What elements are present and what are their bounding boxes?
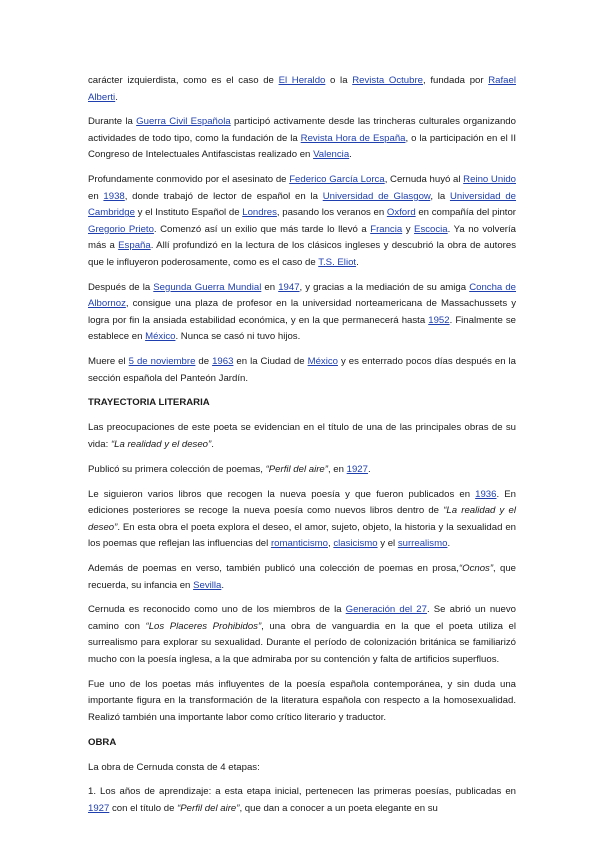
link-rafael-alberti[interactable]: Rafael Alberti <box>88 75 516 103</box>
link-1947[interactable]: 1947 <box>278 281 300 293</box>
text: . <box>221 579 225 591</box>
text: Además de poemas en verso, también publicó una colección de poemas en prosa, <box>88 563 459 575</box>
paragraph-nueva-poesia <box>88 487 516 553</box>
text: , la <box>430 190 450 202</box>
text: Publicó su primera colección de poemas, <box>88 463 266 475</box>
link-garcia-lorca[interactable]: Federico García Lorca <box>289 174 385 186</box>
text: La obra de Cernuda consta de 4 etapas: <box>88 761 260 773</box>
text: , y gracias a la mediación de su amiga <box>299 281 470 293</box>
link-generacion-27[interactable]: Generación del 27 <box>345 604 427 616</box>
link-1927[interactable]: 1927 <box>346 463 368 475</box>
paragraph-ocnos <box>88 561 516 594</box>
text: , fundada por <box>423 75 489 86</box>
paragraph-primera-coleccion <box>88 462 516 479</box>
text: , donde trabajó de lector de español en la <box>124 190 323 202</box>
text: , que recuerda, su infancia en <box>88 563 517 591</box>
paragraph-etapas <box>88 760 516 777</box>
paragraph-influencia <box>88 677 516 727</box>
title-italic: “La realidad y el deseo” <box>110 438 212 450</box>
link-francia[interactable]: Francia <box>370 223 403 235</box>
link-ts-eliot[interactable]: T.S. Eliot <box>318 256 357 268</box>
text: y es enterrado pocos días después en la sección española del Panteón Jardín. <box>88 356 517 384</box>
text: y el <box>377 538 398 550</box>
text: , consigue una plaza de profesor en la universidad norteamericana de Massachussets y logra por fin la ansiada estabilidad económica, y en la que permanecerá hasta <box>88 298 516 326</box>
link-glasgow[interactable]: Universidad de Glasgow <box>322 190 431 202</box>
link-oxford[interactable]: Oxford <box>386 207 416 219</box>
text: . <box>356 256 359 268</box>
text: Muere el <box>88 356 129 368</box>
link-1936[interactable]: 1936 <box>475 488 497 500</box>
text: . Ya no volvería más a <box>88 223 516 252</box>
link-surrealismo[interactable]: surrealismo <box>397 538 448 550</box>
text: de <box>195 356 213 368</box>
text: Durante la <box>88 116 137 128</box>
link-revista-hora[interactable]: Revista Hora de España <box>300 132 406 144</box>
text: . Se abrió un nuevo camino con <box>88 604 516 632</box>
text: Le siguieron varios libros que recogen la nueva poesía y que fueron publicados en <box>88 488 476 500</box>
text: , pasando los veranos en <box>276 207 387 219</box>
text: . Finalmente se establece en <box>88 314 516 343</box>
title-italic: “Perfil del aire” <box>177 802 240 814</box>
text: . En ediciones posteriores se recoge la nueva poesía como nuevos libros dentro de <box>88 488 516 517</box>
link-mexico-2[interactable]: México <box>307 356 338 368</box>
text: . Comenzó así un exilio que más tarde lo llevó a <box>153 223 371 235</box>
title-italic: “Ocnos” <box>458 563 494 575</box>
text: Profundamente conmovido por el asesinato de <box>88 174 290 186</box>
link-1952[interactable]: 1952 <box>428 314 450 326</box>
heading-trayectoria: TRAYECTORIA LITERARIA <box>88 397 210 409</box>
text: Después de la <box>88 281 154 293</box>
paragraph-estados-unidos <box>88 280 516 346</box>
link-escocia[interactable]: Escocia <box>414 223 448 235</box>
paragraph-guerra-civil <box>88 114 516 164</box>
text: y <box>402 223 415 235</box>
text: . <box>367 463 371 475</box>
paragraph-preocupaciones <box>88 420 516 453</box>
document-body <box>88 73 516 826</box>
link-romanticismo[interactable]: romanticismo <box>270 538 328 550</box>
link-valencia[interactable]: Valencia <box>313 149 350 161</box>
paragraph-muerte <box>88 354 516 387</box>
text: . Allí profundizó en la lectura de los clásicos ingleses y descubrió la obra de autores que le influyeron poderosamente, como es el caso de <box>88 240 517 268</box>
link-cambridge[interactable]: Universidad de Cambridge <box>88 190 517 219</box>
link-mexico[interactable]: México <box>145 331 176 343</box>
text: . <box>447 538 451 550</box>
heading-obra: OBRA <box>88 736 117 748</box>
title-italic: “Los Placeres Prohibidos” <box>145 620 262 632</box>
link-el-heraldo[interactable]: El Heraldo <box>278 75 326 86</box>
link-1938[interactable]: 1938 <box>103 190 125 202</box>
paragraph-generacion-27 <box>88 602 516 668</box>
text: Las preocupaciones de este poeta se evidencian en el título de una de las principales obras de su vida: <box>88 422 516 450</box>
link-clasicismo[interactable]: clasicismo <box>333 538 378 550</box>
link-londres[interactable]: Londres <box>242 207 277 219</box>
text: . <box>211 438 214 450</box>
text: 1. Los años de aprendizaje: a esta etapa inicial, pertenecen las primeras poesías, publicadas en <box>88 786 516 798</box>
title-italic: “Perfil del aire” <box>265 463 328 475</box>
link-segunda-guerra[interactable]: Segunda Guerra Mundial <box>153 281 262 293</box>
text: en la Ciudad de <box>233 356 308 368</box>
text: Fue uno de los poetas más influyentes de la poesía española contemporánea, y sin duda una importante figura en la transformación de la literatura española con respecto a la homosexualidad. Realizó también una importante labor como crítico literario y traductor. <box>88 678 516 723</box>
text: y el Instituto Español de <box>134 207 243 219</box>
link-concha-albornoz[interactable]: Concha de Albornoz <box>88 281 517 310</box>
text: , que dan a conocer a un poeta elegante en su <box>239 802 438 814</box>
text: Cernuda es reconocido como uno de los miembros de la <box>88 604 346 616</box>
text: con el título de <box>109 802 178 814</box>
text: , o la participación en el II Congreso de Intelectuales Antifascistas realizado en <box>88 132 516 161</box>
text: en <box>261 281 279 293</box>
title-italic: “La realidad y el deseo” <box>88 505 516 533</box>
text: carácter izquierdista, como es el caso de <box>88 75 279 86</box>
text: , una obra de vanguardia en la que el poeta utiliza el surrealismo para explorar su sexualidad. Durante el período de colonización británica se familiarizó mucho con la poesía inglesa, a la que admiraba por su contención y falta de artificios superfluos. <box>88 620 516 665</box>
paragraph-aprendizaje <box>88 784 516 817</box>
text: . <box>349 149 352 161</box>
link-espana[interactable]: España <box>118 240 151 252</box>
text: en compañía del pintor <box>415 207 516 219</box>
link-1963[interactable]: 1963 <box>212 356 234 368</box>
link-guerra-civil[interactable]: Guerra Civil Española <box>136 116 231 128</box>
text: , Cernuda huyó al <box>384 174 464 186</box>
link-reino-unido[interactable]: Reino Unido <box>463 174 516 186</box>
text: o la <box>325 75 353 86</box>
text: participó activamente desde las trincheras culturales organizando actividades de todo tipo, como la fundación de la <box>88 116 516 144</box>
text: en <box>88 190 104 202</box>
link-sevilla[interactable]: Sevilla <box>193 579 222 591</box>
text: , en <box>327 463 347 475</box>
paragraph-heraldo <box>88 73 516 106</box>
text: , <box>327 538 334 550</box>
text: . En esta obra el poeta explora el deseo, el amor, sujeto, objeto, la historia y la sexualidad en los poemas que reflejan las influencias del <box>88 521 516 550</box>
paragraph-exilio <box>88 172 516 271</box>
link-5-noviembre[interactable]: 5 de noviembre <box>128 356 196 368</box>
link-gregorio-prieto[interactable]: Gregorio Prieto <box>88 223 154 235</box>
link-1927-2[interactable]: 1927 <box>88 802 110 814</box>
link-revista-octubre[interactable]: Revista Octubre <box>352 75 423 86</box>
text: . <box>115 91 118 103</box>
text: . Nunca se casó ni tuvo hijos. <box>175 331 301 343</box>
